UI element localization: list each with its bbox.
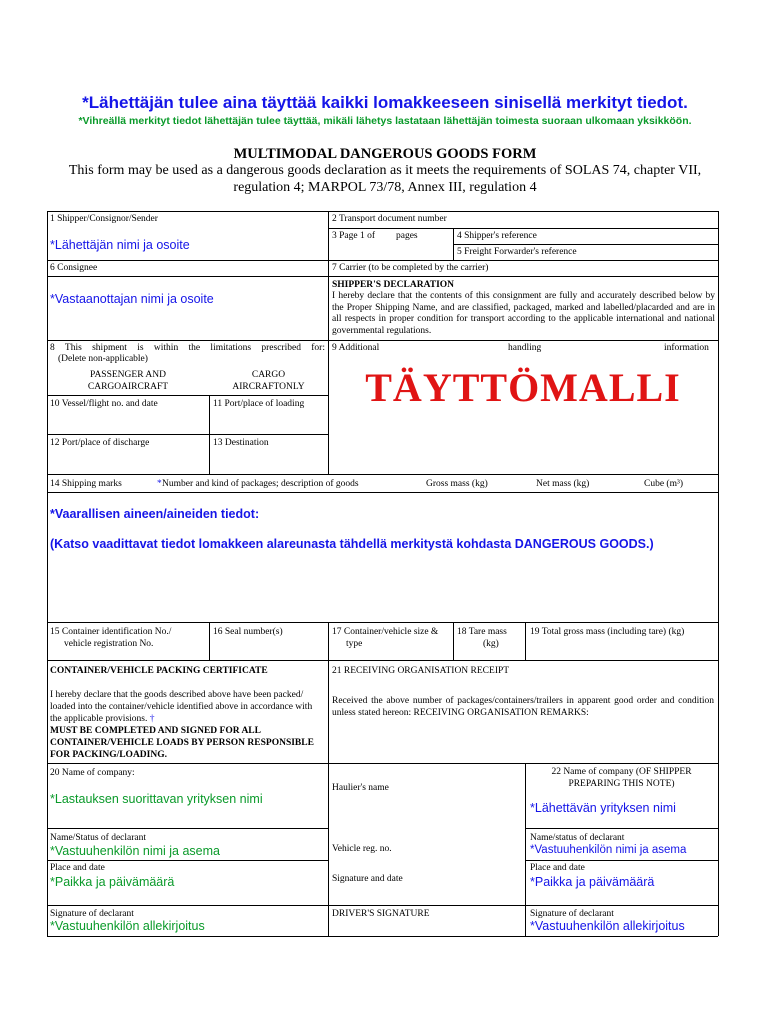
field-10-label: 10 Vessel/flight no. and date — [50, 399, 158, 409]
dangerous-goods-input[interactable]: *Vaarallisen aineen/aineiden tiedot: — [50, 507, 260, 521]
sub-instruction-text: *Vihreällä merkityt tiedot lähettäjän tulee täyttää, mikäli lähetys lastataan lähettäjän toimesta suoraan ulkomaan yksikköön. — [78, 115, 692, 127]
place-date-label-right: Place and date — [530, 863, 585, 873]
field-9-handling: handling — [508, 343, 542, 353]
consignee-input[interactable]: *Vastaanottajan nimi ja osoite — [50, 292, 214, 306]
field-2-label: 2 Transport document number — [332, 214, 447, 224]
cargo-aircraft-option-1[interactable]: CARGO — [251, 370, 286, 380]
packing-certificate-note: MUST BE COMPLETED AND SIGNED FOR ALL CONTAINER/VEHICLE LOADS BY PERSON RESPONSIBLE FOR PACKING/LOADING. — [50, 726, 314, 760]
passenger-aircraft-option-1[interactable]: PASSENGER AND — [90, 370, 166, 380]
form-description-1: This form may be used as a dangerous goods declaration as it meets the requirements of SOLAS 74, chapter VII, — [68, 163, 702, 178]
field-15-label-2: vehicle registration No. — [64, 639, 154, 649]
field-9-label: 9 Additional — [332, 343, 380, 353]
declarant-name-label-left: Name/Status of declarant — [50, 833, 147, 843]
field-22-label: 22 Name of company (OF SHIPPER — [551, 767, 692, 777]
shipper-declaration-title: SHIPPER'S DECLARATION — [332, 280, 455, 290]
field-9-information: information — [664, 343, 709, 353]
packing-certificate-title: CONTAINER/VEHICLE PACKING CERTIFICATE — [50, 666, 268, 676]
cargo-aircraft-option-2[interactable]: AIRCRAFTONLY — [232, 382, 305, 392]
vehicle-reg-label: Vehicle reg. no. — [332, 844, 392, 854]
place-date-input-left[interactable]: *Paikka ja päivämäärä — [50, 875, 175, 889]
instruction-text: *Lähettäjän tulee aina täyttää kaikki lomakkeeseen sinisellä merkityt tiedot. — [82, 93, 688, 112]
net-mass-label: Net mass (kg) — [536, 479, 590, 489]
driver-signature-label: DRIVER'S SIGNATURE — [332, 909, 430, 919]
field-18-label: 18 Tare mass — [457, 627, 507, 637]
field-13-label: 13 Destination — [213, 438, 269, 448]
field-3-label: 3 Page 1 of — [332, 231, 376, 241]
field-14-marker: * — [157, 479, 162, 489]
receipt-text: Received the above number of packages/containers/trailers in apparent good order and condition unless stated hereon: RECEIVING ORGANISATION REMARKS: — [332, 696, 714, 718]
field-6-label: 6 Consignee — [50, 263, 98, 273]
signature-input-left[interactable]: *Vastuuhenkilön allekirjoitus — [50, 919, 205, 933]
gross-mass-label: Gross mass (kg) — [426, 479, 488, 489]
field-1-label: 1 Shipper/Consignor/Sender — [50, 214, 158, 224]
field-19-label: 19 Total gross mass (including tare) (kg) — [530, 627, 685, 637]
place-date-input-right[interactable]: *Paikka ja päivämäärä — [530, 875, 655, 889]
form-description-2: regulation 4; MARPOL 73/78, Annex III, regulation 4 — [233, 180, 537, 195]
place-date-label-left: Place and date — [50, 863, 105, 873]
field-17-label-2: type — [346, 639, 363, 649]
field-14-description: Number and kind of packages; description of goods — [162, 479, 359, 489]
field-22-label-2: PREPARING THIS NOTE) — [568, 779, 675, 789]
field-11-label: 11 Port/place of loading — [213, 399, 305, 409]
field-14-label: 14 Shipping marks — [50, 479, 122, 489]
packing-certificate-text: I hereby declare that the goods described above have been packed/ loaded into the container/vehicle identified above in accordance with the applicable provisions. † — [50, 690, 313, 724]
field-3-pages: pages — [396, 231, 418, 241]
field-8-label: 8 This shipment is within the limitations prescribed for: — [50, 343, 325, 353]
shipper-input[interactable]: *Lähettäjän nimi ja osoite — [50, 238, 190, 252]
field-7-label: 7 Carrier (to be completed by the carrier) — [332, 263, 489, 273]
field-17-label: 17 Container/vehicle size & — [332, 627, 439, 637]
shipper-company-input[interactable]: *Lähettävän yrityksen nimi — [530, 801, 676, 815]
field-4-label: 4 Shipper's reference — [457, 231, 537, 241]
declarant-name-label-right: Name/status of declarant — [530, 833, 625, 843]
dagger-marker: † — [149, 714, 155, 724]
signature-label-right: Signature of declarant — [530, 909, 614, 919]
field-8-note: (Delete non-applicable) — [58, 354, 148, 364]
watermark-stamp: TÄYTTÖMALLI — [365, 365, 681, 410]
signature-label-left: Signature of declarant — [50, 909, 134, 919]
field-12-label: 12 Port/place of discharge — [50, 438, 150, 448]
dangerous-goods-note: (Katso vaadittavat tiedot lomakkeen alareunasta tähdellä merkitystä kohdasta DANGEROUS GOODS.) — [50, 537, 654, 551]
declarant-name-input-left[interactable]: *Vastuuhenkilön nimi ja asema — [50, 844, 221, 858]
signature-date-label: Signature and date — [332, 874, 403, 884]
field-16-label: 16 Seal number(s) — [213, 627, 283, 637]
field-15-label: 15 Container identification No./ — [50, 627, 172, 637]
declarant-name-input-right[interactable]: *Vastuuhenkilön nimi ja asema — [530, 844, 687, 856]
loading-company-input[interactable]: *Lastauksen suorittavan yrityksen nimi — [50, 792, 263, 806]
form-title: MULTIMODAL DANGEROUS GOODS FORM — [233, 146, 537, 162]
cube-label: Cube (m³) — [644, 479, 683, 489]
field-20-label: 20 Name of company: — [50, 768, 135, 778]
field-5-label: 5 Freight Forwarder's reference — [457, 247, 577, 257]
shipper-declaration-text: I hereby declare that the contents of this consignment are fully and accurately described below by the Proper Shipping Name, and are classified, packaged, marked and labelled/placarded and are in all respects in proper condition for transport according to the applicable international and national governmental regulations. — [332, 291, 715, 336]
field-21-label: 21 RECEIVING ORGANISATION RECEIPT — [332, 666, 510, 676]
signature-input-right[interactable]: *Vastuuhenkilön allekirjoitus — [530, 919, 685, 933]
haulier-name-label: Haulier's name — [332, 783, 389, 793]
field-18-label-2: (kg) — [483, 639, 499, 649]
passenger-aircraft-option-2[interactable]: CARGOAIRCRAFT — [87, 382, 169, 392]
